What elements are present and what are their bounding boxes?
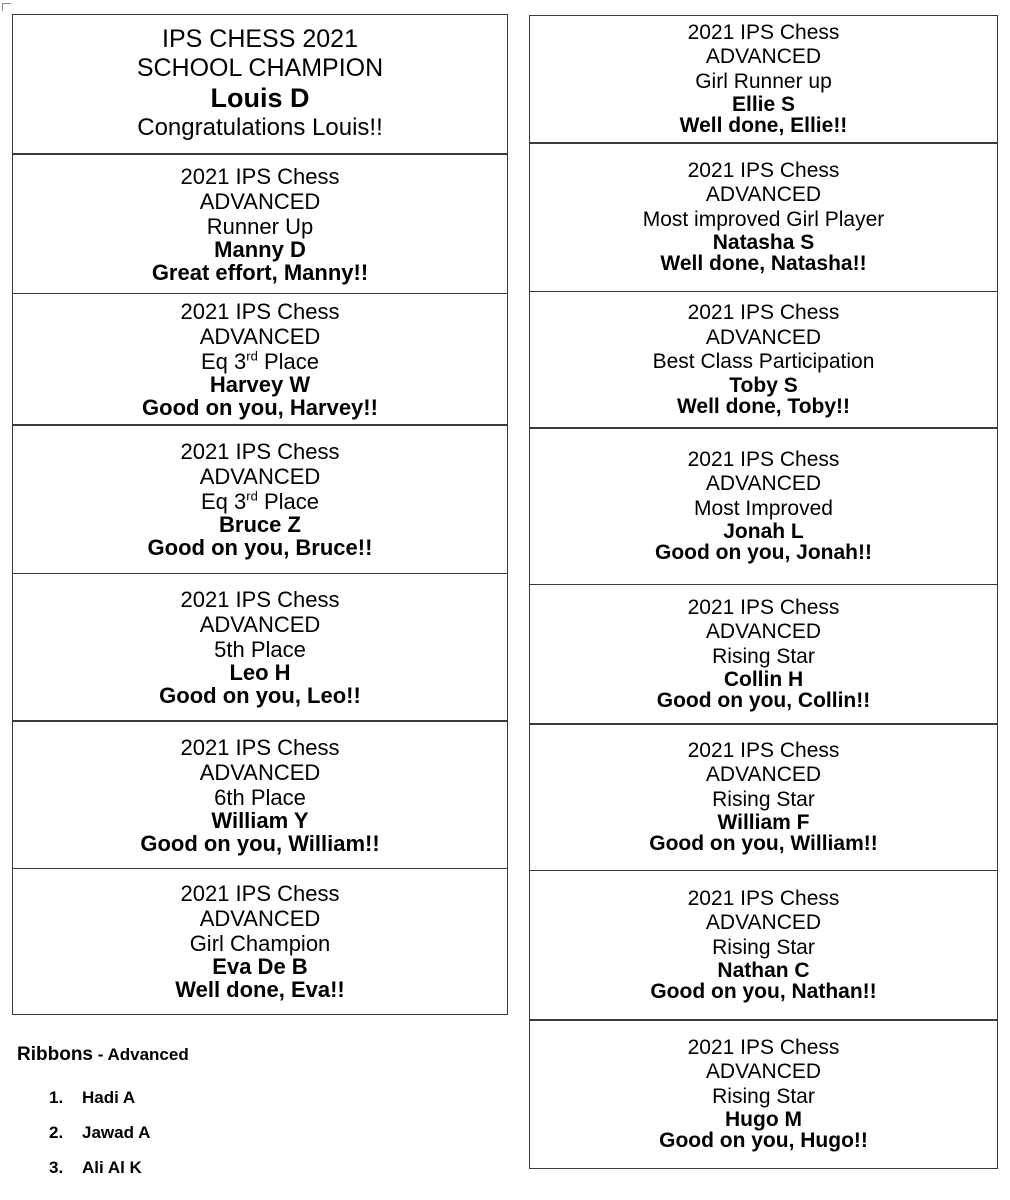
recipient-name: Ellie S	[731, 93, 796, 117]
congratulation-message: Good on you, Nathan!!	[650, 980, 877, 1004]
congratulation-message: Good on you, William!!	[140, 830, 380, 856]
certificate-award	[13, 349, 507, 374]
award-certificate	[529, 291, 998, 429]
certificate-award	[530, 1085, 997, 1110]
award-certificate	[12, 293, 508, 426]
recipient-name: Hugo M	[725, 1108, 802, 1132]
award-title: Girl Runner up	[695, 69, 832, 93]
congratulation-message: Great effort, Manny!!	[151, 259, 369, 285]
ribbons-list	[17, 1080, 497, 1185]
congratulation-message: Good on you, Jonah!!	[655, 541, 872, 565]
recipient-name: Natasha S	[712, 231, 815, 255]
certificate-award	[13, 489, 507, 514]
certificate-division: ADVANCED	[705, 183, 822, 207]
award-certificate	[529, 584, 998, 725]
recipient-name: Nathan C	[717, 959, 810, 983]
award-title: Eq 3	[201, 349, 247, 374]
ribbons-list-item	[17, 1150, 497, 1185]
ribbons-item-name: Hadi A	[82, 1088, 136, 1107]
award-title: Runner Up	[206, 213, 314, 239]
certificate-division: ADVANCED	[199, 759, 321, 785]
certificate-event: 2021 IPS Chess	[687, 886, 840, 910]
recipient-name: Jonah L	[723, 520, 804, 544]
congratulation-message: Well done, Ellie!!	[679, 114, 848, 138]
certificate-award	[13, 214, 507, 239]
certificate-award	[530, 936, 997, 961]
recipient-name: Eva De B	[212, 954, 308, 979]
recipient-name: Manny D	[214, 236, 306, 262]
congratulation-message: Good on you, Leo!!	[159, 683, 361, 708]
certificate-award	[530, 208, 997, 233]
congratulation-message: Good on you, William!!	[649, 832, 878, 856]
award-certificate	[12, 720, 508, 869]
ribbons-list-item	[17, 1080, 497, 1115]
certificate-division: ADVANCED	[705, 45, 822, 69]
award-title: 6th Place	[214, 784, 306, 810]
certificate-event: 2021 IPS Chess	[687, 20, 840, 44]
award-certificate	[529, 1019, 998, 1169]
certificate-division: ADVANCED	[705, 472, 822, 496]
left-certificate-column	[12, 15, 508, 1015]
certificate-event: 2021 IPS Chess	[687, 595, 840, 619]
certificate-division: ADVANCED	[199, 906, 321, 931]
congratulation-message: Well done, Toby!!	[676, 394, 851, 418]
corner-crop-mark	[2, 3, 11, 11]
certificate-award	[13, 931, 507, 956]
recipient-name: William F	[717, 811, 810, 835]
congratulation-message: Good on you, Bruce!!	[147, 535, 373, 560]
certificate-division: ADVANCED	[199, 188, 321, 214]
right-certificate-column	[529, 16, 998, 1169]
award-title: Most improved Girl Player	[642, 207, 885, 231]
ribbons-item-number: 1.	[49, 1088, 64, 1107]
recipient-name: Leo H	[229, 660, 291, 685]
award-certificate	[12, 868, 508, 1015]
certificate-event: IPS CHESS 2021	[162, 25, 358, 53]
recipient-name: Toby S	[729, 373, 798, 397]
certificate-division: ADVANCED	[199, 464, 321, 489]
certificate-award	[13, 785, 507, 810]
ribbons-title: Ribbons	[17, 1044, 93, 1065]
certificate-division: ADVANCED	[199, 324, 321, 349]
certificate-event: 2021 IPS Chess	[687, 738, 840, 762]
award-title: Most Improved	[694, 496, 833, 520]
congratulation-message: Well done, Natasha!!	[660, 252, 867, 276]
congratulation-message: Good on you, Hugo!!	[659, 1129, 868, 1153]
certificate-division: ADVANCED	[705, 620, 822, 644]
certificate-division: ADVANCED	[705, 325, 822, 349]
certificate-event: 2021 IPS Chess	[180, 163, 340, 189]
certificate-event: 2021 IPS Chess	[687, 158, 840, 182]
award-title-end: Place	[257, 489, 319, 514]
ribbons-item-name: Ali Al K	[82, 1158, 142, 1177]
congratulation-message: Congratulations Louis!!	[137, 114, 383, 141]
award-certificate	[529, 723, 998, 871]
award-certificate	[529, 15, 998, 144]
recipient-name: Collin H	[723, 668, 804, 692]
award-title: Eq 3	[201, 489, 247, 514]
certificate-event: 2021 IPS Chess	[180, 439, 340, 464]
certificate-award	[530, 350, 997, 375]
certificate-division: ADVANCED	[705, 763, 822, 787]
certificate-award	[530, 645, 997, 670]
award-certificate	[12, 153, 508, 294]
certificate-division: ADVANCED	[705, 1060, 822, 1084]
award-title-end: Place	[257, 349, 319, 374]
recipient-name: Bruce Z	[219, 512, 301, 537]
congratulation-message: Well done, Eva!!	[175, 977, 345, 1002]
ribbons-item-name: Jawad A	[82, 1123, 151, 1142]
certificate-event: 2021 IPS Chess	[687, 301, 840, 325]
award-certificate	[529, 427, 998, 585]
congratulation-message: Good on you, Harvey!!	[142, 395, 378, 420]
award-certificate	[12, 424, 508, 574]
certificate-division: ADVANCED	[705, 911, 822, 935]
certificate-award	[13, 637, 507, 662]
certificate-event: 2021 IPS Chess	[180, 587, 340, 612]
ribbons-subtitle: - Advanced	[93, 1045, 189, 1064]
certificate-event: 2021 IPS Chess	[687, 447, 840, 471]
certificate-event: 2021 IPS Chess	[180, 299, 340, 324]
award-title: Rising Star	[712, 644, 815, 668]
award-title: 5th Place	[214, 637, 306, 662]
certificate-division: SCHOOL CHAMPION	[136, 54, 384, 82]
certificate-division: ADVANCED	[199, 612, 321, 637]
ordinal-suffix: rd	[246, 488, 258, 504]
award-certificate	[529, 870, 998, 1021]
award-certificate	[529, 142, 998, 292]
ribbons-heading	[17, 1040, 497, 1070]
ribbons-section	[17, 1040, 497, 1185]
award-title: Best Class Participation	[652, 350, 875, 374]
award-certificate	[12, 573, 508, 722]
certificate-event: 2021 IPS Chess	[687, 1035, 840, 1059]
certificate-award	[530, 788, 997, 813]
recipient-name: Harvey W	[209, 372, 311, 397]
award-title: Rising Star	[712, 787, 815, 811]
award-title: Rising Star	[712, 1084, 815, 1108]
ordinal-suffix: rd	[246, 348, 258, 364]
ribbons-list-item	[17, 1115, 497, 1150]
ribbons-item-number: 2.	[49, 1123, 64, 1142]
congratulation-message: Good on you, Collin!!	[656, 689, 871, 713]
recipient-name: William Y	[211, 807, 309, 833]
certificate-event: 2021 IPS Chess	[180, 881, 340, 906]
champion-certificate	[12, 14, 508, 155]
recipient-name: Louis D	[210, 83, 310, 113]
certificate-award	[530, 70, 997, 95]
award-title: Rising Star	[712, 935, 815, 959]
certificate-event: 2021 IPS Chess	[180, 734, 340, 760]
ribbons-item-number: 3.	[49, 1158, 64, 1177]
award-title: Girl Champion	[189, 931, 331, 956]
certificate-award	[530, 497, 997, 522]
